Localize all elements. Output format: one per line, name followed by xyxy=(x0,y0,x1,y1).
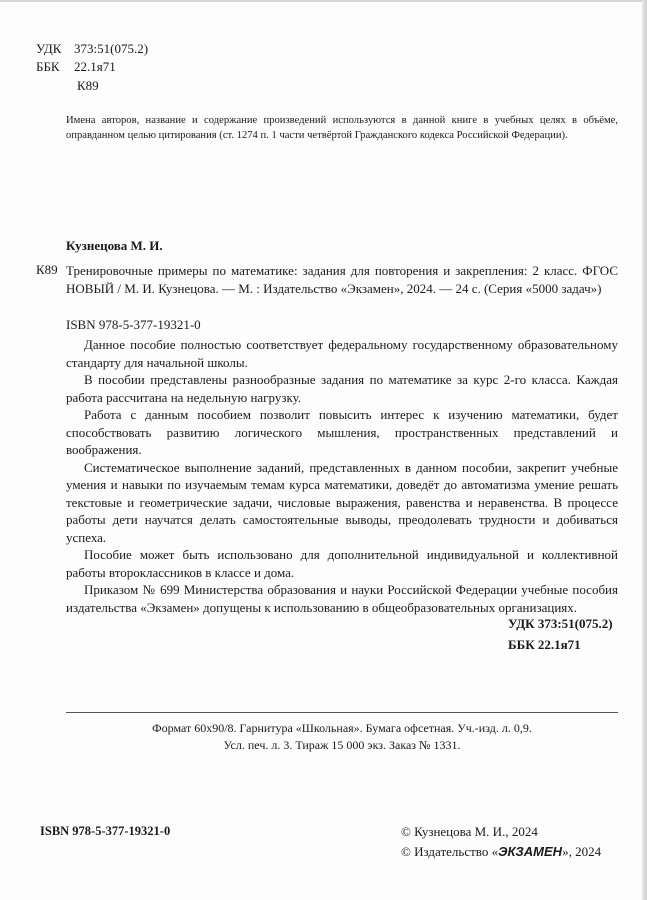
bbk-bottom: ББК 22.1я71 xyxy=(508,637,581,652)
udk-value: 373:51(075.2) xyxy=(74,41,149,56)
copyright-author: © Кузнецова М. И., 2024 xyxy=(401,824,538,839)
classification-block xyxy=(36,40,148,76)
copyright-publisher-suffix: », 2024 xyxy=(562,844,602,859)
copyright-publisher xyxy=(401,842,601,862)
udk-bottom: УДК 373:51(075.2) xyxy=(508,616,613,631)
isbn-footer: ISBN 978-5-377-19321-0 xyxy=(40,824,171,838)
annotation-paragraph: Работа с данным пособием позволит повысить интерес к изучению математики, будет способствовать развитию логического мышления, пространственных представлений и воображения. xyxy=(66,407,618,457)
copyright-notice: Имена авторов, название и содержание произведений используются в данной книге в учебных целях в объёме, оправданном целью цитирования (ст. 1274 п. 1 части четвёртой Гражданского кодекса Российской Федерации). xyxy=(66,115,618,141)
copyright-publisher-prefix: © Издательство « xyxy=(401,844,499,859)
annotation-paragraph: Пособие может быть использовано для дополнительной индивидуальной и коллективной работы второклассников в классе и дома. xyxy=(66,547,618,580)
page-top-edge xyxy=(0,0,647,2)
imprint-line-1: Формат 60x90/8. Гарнитура «Школьная». Бумага офсетная. Уч.-изд. л. 0,9. xyxy=(152,721,532,735)
publisher-name: ЭКЗАМЕН xyxy=(498,844,563,859)
author-code-top: К89 xyxy=(77,78,99,93)
classification-bottom xyxy=(508,613,613,655)
annotation-paragraph: Приказом № 699 Министерства образования и науки Российской Федерации учебные пособия издательства «Экзамен» допущены к использованию в общеобразовательных организациях. xyxy=(66,582,618,615)
author-name: Кузнецова М. И. xyxy=(66,238,163,253)
bibliographic-citation: Тренировочные примеры по математике: задания для повторения и закрепления: 2 класс. ФГОС НОВЫЙ / М. И. Кузнецова. — М. : Издательство «Экзамен», 2024. — 24 с. (Серия «5000 задач») xyxy=(66,263,618,296)
annotation-paragraph: Данное пособие полностью соответствует федеральному государственному образовательному стандарту для начальной школы. xyxy=(66,337,618,370)
annotation-paragraph: В пособии представлены разнообразные задания по математике за курс 2-го класса. Каждая работа рассчитана на недельную нагрузку. xyxy=(66,372,618,405)
bbk-label: ББК xyxy=(36,59,60,74)
isbn: ISBN 978-5-377-19321-0 xyxy=(66,317,201,332)
bbk-row xyxy=(36,58,148,76)
author-code: К89 xyxy=(36,262,58,277)
divider xyxy=(66,712,618,713)
bbk-value: 22.1я71 xyxy=(74,59,116,74)
annotation-paragraph: Систематическое выполнение заданий, представленных в данном пособии, закрепит учебные умения и навыки по изучаемым темам курса математики, доведёт до автоматизма умение решать текстовые и геометрические задачи, числовые выражения, равенства и неравенства. В процессе работы дети научатся делать самостоятельные выводы, преодолевать трудности и добиваться успеха. xyxy=(66,459,618,545)
page-right-edge xyxy=(642,0,647,900)
udk-row xyxy=(36,40,148,58)
udk-label: УДК xyxy=(36,41,62,56)
imprint-line-2: Усл. печ. л. 3. Тираж 15 000 экз. Заказ № 1331. xyxy=(223,738,461,752)
imprint xyxy=(66,720,618,754)
annotation xyxy=(66,336,618,616)
copyright-block xyxy=(401,822,601,862)
